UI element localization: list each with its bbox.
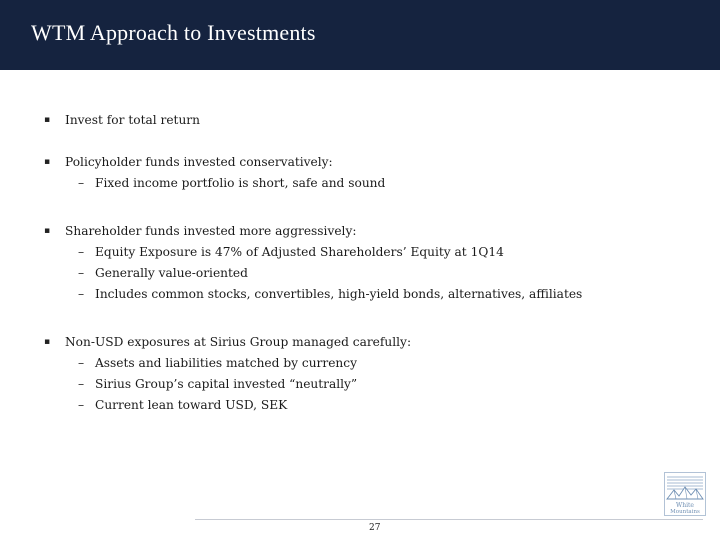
- white-mountains-logo: [664, 472, 706, 516]
- dash-icon: –: [78, 287, 85, 301]
- slide-title: WTM Approach to Investments: [31, 20, 316, 45]
- bullet-item-policyholder-funds: [44, 152, 684, 194]
- svg-text:White: White: [676, 502, 694, 509]
- bullet-item-total-return: [44, 110, 684, 131]
- sub-bullet-text: Fixed income portfolio is short, safe and sound: [95, 176, 386, 190]
- bullet-text: Policyholder funds invested conservatively:: [65, 155, 333, 169]
- bullet-text: Shareholder funds invested more aggressively:: [65, 224, 357, 238]
- bullet-item-shareholder-funds: [44, 221, 684, 305]
- bullet-list: [44, 110, 684, 412]
- bullet-square-icon: ▪: [44, 226, 51, 236]
- dash-icon: –: [78, 176, 85, 190]
- sub-bullet-item: [44, 374, 684, 395]
- sub-bullet-item: [44, 173, 684, 194]
- page-number: 27: [369, 523, 381, 533]
- title-bar: [0, 0, 720, 70]
- bullet-square-icon: ▪: [44, 337, 51, 347]
- bullet-text: Non-USD exposures at Sirius Group managed carefully:: [65, 335, 412, 349]
- sub-bullet-item: [44, 284, 684, 305]
- bullet-text: Invest for total return: [65, 113, 200, 127]
- sub-bullet-text: Equity Exposure is 47% of Adjusted Shareholders’ Equity at 1Q14: [95, 245, 504, 259]
- svg-text:Mountains: Mountains: [670, 509, 700, 515]
- bullet-item-non-usd-exposures: [44, 332, 684, 416]
- dash-icon: –: [78, 245, 85, 259]
- dash-icon: –: [78, 356, 85, 370]
- sub-bullet-text: Sirius Group’s capital invested “neutrally”: [95, 377, 358, 391]
- bullet-square-icon: ▪: [44, 115, 51, 125]
- sub-bullet-item: [44, 395, 684, 416]
- dash-icon: –: [78, 266, 85, 280]
- sub-bullet-text: Includes common stocks, convertibles, high-yield bonds, alternatives, affiliates: [95, 287, 583, 301]
- sub-bullet-text: Generally value-oriented: [95, 266, 248, 280]
- sub-bullet-item: [44, 242, 684, 263]
- sub-bullet-item: [44, 353, 684, 374]
- sub-bullet-text: Assets and liabilities matched by currency: [95, 356, 357, 370]
- sub-bullet-text: Current lean toward USD, SEK: [95, 398, 288, 412]
- sub-bullet-item: [44, 263, 684, 284]
- bullet-square-icon: ▪: [44, 157, 51, 167]
- dash-icon: –: [78, 398, 85, 412]
- dash-icon: –: [78, 377, 85, 391]
- footer-divider: [195, 519, 703, 520]
